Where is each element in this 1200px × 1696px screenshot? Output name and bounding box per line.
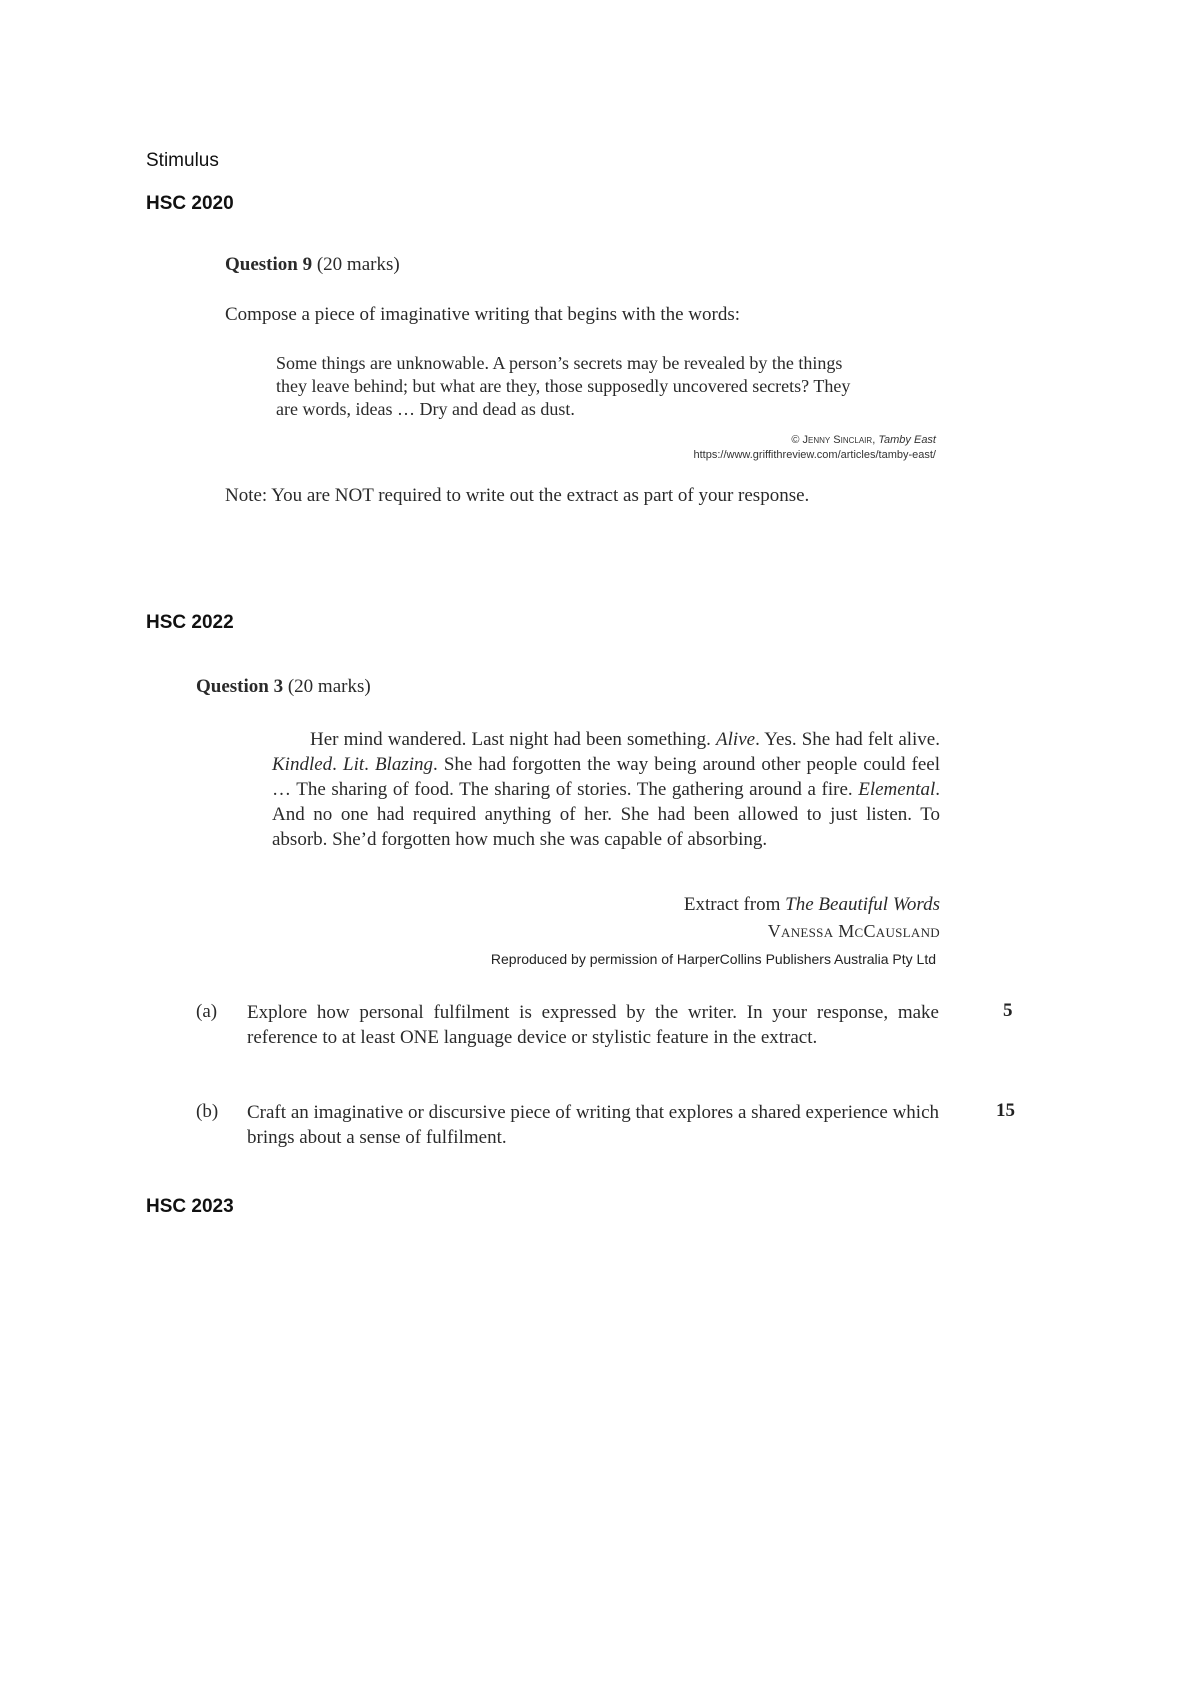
part-a-label: (a) bbox=[196, 1001, 218, 1022]
citation-line: © Jenny Sinclair, Tamby East bbox=[791, 434, 936, 446]
permission-note: Reproduced by permission of HarperCollins Publishers Australia Pty Ltd bbox=[490, 951, 936, 967]
citation-author: © Jenny Sinclair bbox=[791, 434, 873, 446]
source-author: Vanessa McCausland bbox=[767, 921, 940, 941]
part-b-text: Craft an imaginative or discursive piece of writing that explores a shared experience which brings about a sense of fulfilment. bbox=[247, 1102, 939, 1148]
source-prefix: Extract from bbox=[683, 894, 781, 915]
question-9-extract bbox=[276, 352, 946, 421]
extract-line: are words, ideas … Dry and dead as dust. bbox=[276, 399, 575, 419]
part-a-marks: 5 bbox=[1003, 1000, 1013, 1021]
heading-hsc-2020: HSC 2020 bbox=[146, 193, 234, 214]
question-number: Question 9 bbox=[225, 254, 313, 275]
heading-hsc-2022: HSC 2022 bbox=[146, 612, 234, 633]
extract-line: they leave behind; but what are they, those supposedly uncovered secrets? They bbox=[276, 376, 851, 396]
source-extract-line bbox=[560, 894, 940, 916]
part-b-label: (b) bbox=[196, 1101, 219, 1122]
question-9-title bbox=[225, 254, 400, 276]
question-number: Question 3 bbox=[196, 676, 284, 697]
question-3-title bbox=[196, 676, 371, 698]
extract-line: Some things are unknowable. A person’s secrets may be revealed by the things bbox=[276, 353, 843, 373]
question-3-passage: Her mind wandered. Last night had been something. Alive. Yes. She had felt alive. Kindled. Lit. Blazing. She had forgotten the way being around other people could feel … The sharing of food. The sharing of stories. The gathering around a fire. Elemental. And no one had required anything of her. She had been allowed to just listen. To absorb. She’d forgotten how much she was capable of absorbing. bbox=[272, 729, 941, 850]
question-marks: (20 marks) bbox=[287, 676, 371, 697]
source-title: The Beautiful Words bbox=[785, 894, 940, 915]
part-a-text: Explore how personal fulfilment is expressed by the writer. In your response, make reference to at least ONE language device or stylistic feature in the extract. bbox=[247, 1002, 939, 1048]
citation-url: https://www.griffithreview.com/articles/tamby-east/ bbox=[693, 449, 936, 461]
question-9-prompt: Compose a piece of imaginative writing that begins with the words: bbox=[225, 304, 741, 325]
question-marks: (20 marks) bbox=[316, 254, 400, 275]
citation-title: Tamby East bbox=[878, 434, 936, 446]
page-label: Stimulus bbox=[146, 150, 219, 171]
part-b-marks: 15 bbox=[996, 1100, 1015, 1121]
question-9-note: Note: You are NOT required to write out the extract as part of your response. bbox=[225, 485, 810, 506]
question-9-citation bbox=[560, 433, 936, 463]
heading-hsc-2023: HSC 2023 bbox=[146, 1196, 234, 1217]
